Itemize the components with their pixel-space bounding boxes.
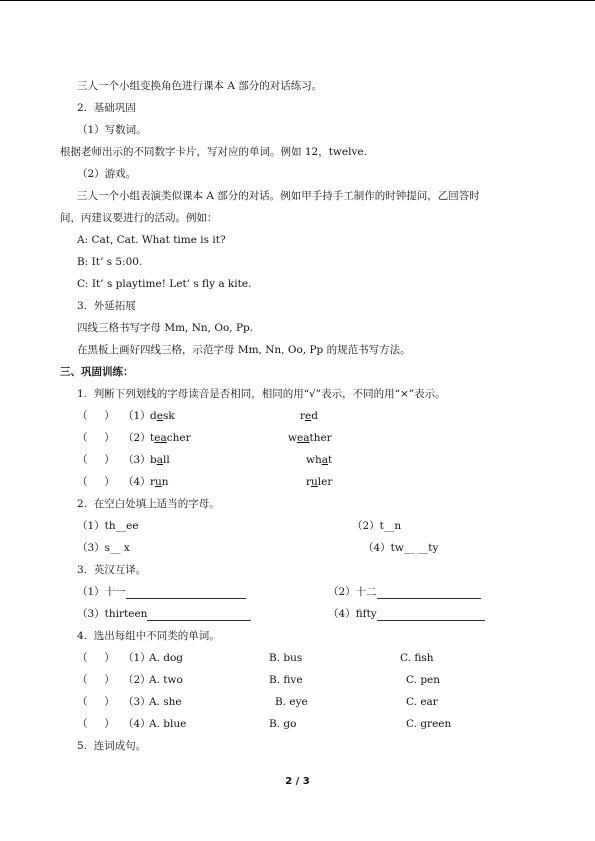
option-c: C. green [406, 718, 452, 730]
q3-item-1[interactable]: （1）十一 [77, 585, 246, 599]
option-a: A. two [149, 674, 183, 686]
word-1: ball [150, 454, 170, 466]
word-2: red [300, 410, 318, 422]
answer-parentheses[interactable]: （ ） [77, 652, 115, 664]
heading-extension: 3. 外延拓展 [77, 300, 136, 312]
option-c: C. pen [406, 674, 441, 686]
item-number: （2） [123, 432, 151, 444]
game-description-line1: 三人一个小组表演类似课本 A 部分的对话。例如甲手持手工制作的时钟提问，乙回答时 [77, 190, 480, 202]
item-number: （1） [123, 652, 151, 664]
heading-basic-consolidation: 2. 基础巩固 [77, 102, 136, 114]
answer-parentheses[interactable]: （ ） [77, 410, 115, 422]
item-number: （1） [123, 410, 151, 422]
q3-title: 3. 英汉互译。 [77, 564, 147, 576]
q2-item-2[interactable]: （2）t__n [352, 520, 402, 532]
extension-line1: 四线三格书写字母 Mm, Nn, Oo, Pp. [77, 322, 254, 334]
answer-blank[interactable] [377, 587, 481, 599]
dialogue-line-c: C: It’ s playtime! Let’ s fly a kite. [77, 278, 252, 290]
q3-item-3[interactable]: （3）thirteen [77, 607, 251, 621]
item-number: （4） [123, 718, 151, 730]
answer-blank[interactable] [377, 609, 485, 621]
q2-title: 2. 在空白处填上适当的字母。 [77, 498, 220, 510]
answer-parentheses[interactable]: （ ） [77, 432, 115, 444]
section-title-consolidation-training: 三、巩固训练： [60, 366, 134, 378]
dialogue-line-b: B: It’ s 5:00. [77, 256, 143, 268]
item-number: （4） [123, 476, 151, 488]
item-number: （2） [123, 674, 151, 686]
q4-title: 4. 选出每组中不同类的单词。 [77, 630, 220, 642]
sub-heading-game: （2）游戏。 [77, 168, 137, 180]
word-1: teacher [150, 432, 191, 444]
word-2: what [306, 454, 333, 466]
intro-paragraph: 三人一个小组变换角色进行课本 A 部分的对话练习。 [77, 80, 323, 92]
item-number: （3） [123, 696, 151, 708]
q3-item-2[interactable]: （2）十二 [328, 585, 481, 599]
item-number: （3） [123, 454, 151, 466]
word-1: desk [150, 410, 175, 422]
option-a: A. dog [149, 652, 184, 664]
q3-item-4[interactable]: （4）fifty [328, 607, 485, 621]
option-b: B. eye [275, 696, 308, 708]
answer-blank[interactable] [126, 587, 246, 599]
answer-parentheses[interactable]: （ ） [77, 674, 115, 686]
option-b: B. bus [269, 652, 303, 664]
option-c: C. ear [406, 696, 438, 708]
dialogue-line-a: A: Cat, Cat. What time is it? [77, 234, 226, 246]
q5-title: 5. 连词成句。 [77, 740, 147, 752]
word-2: weather [288, 432, 332, 444]
game-description-line2: 间，丙建议要进行的活动。例如： [60, 212, 218, 224]
page-number: 2 / 3 [285, 776, 310, 787]
numbers-description: 根据老师出示的不同数字卡片，写对应的单词。例如 12，twelve. [60, 146, 367, 158]
answer-parentheses[interactable]: （ ） [77, 718, 115, 730]
q1-title: 1. 判断下列划线的字母读音是否相同，相同的用“√”表示，不同的用“×”表示。 [77, 388, 446, 400]
word-2: ruler [306, 476, 333, 488]
answer-parentheses[interactable]: （ ） [77, 454, 115, 466]
option-b: B. five [269, 674, 303, 686]
sub-heading-numbers: （1）写数词。 [77, 124, 147, 136]
extension-line2: 在黑板上画好四线三格，示范字母 Mm, Nn, Oo, Pp 的规范书写方法。 [77, 344, 411, 356]
word-1: run [150, 476, 169, 488]
q2-item-1[interactable]: （1）th__ee [77, 520, 139, 532]
answer-parentheses[interactable]: （ ） [77, 476, 115, 488]
option-b: B. go [269, 718, 297, 730]
option-a: A. blue [149, 718, 187, 730]
answer-blank[interactable] [147, 609, 251, 621]
option-c: C. fish [400, 652, 434, 664]
answer-parentheses[interactable]: （ ） [77, 696, 115, 708]
top-border [0, 0, 595, 1]
option-a: A. she [149, 696, 182, 708]
q2-item-4[interactable]: （4）tw__ __ty [363, 542, 439, 554]
q2-item-3[interactable]: （3）s__ x [77, 542, 130, 554]
